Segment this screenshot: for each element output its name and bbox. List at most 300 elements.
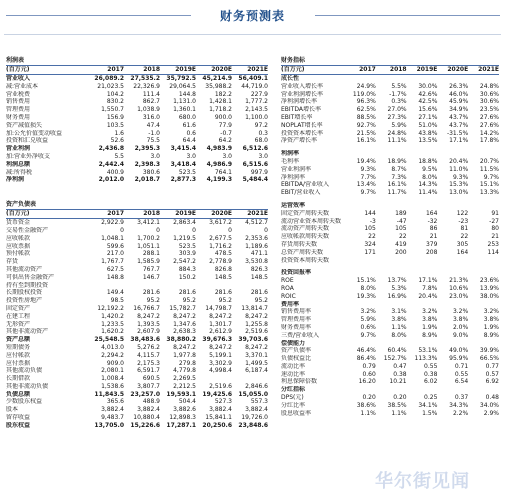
row-value: 0.3% [391,98,407,106]
row-value: 0.37 [454,394,469,402]
year-header: 2017 [107,210,124,218]
row-value: 1,767.7 [101,258,124,266]
row-value: 95.2 [182,297,196,305]
indicator-row [281,91,499,99]
indicator-section-heading [281,150,499,158]
row-value: 4,115.7 [137,351,160,359]
income-row [6,114,268,122]
balance-row [6,414,268,422]
row-value: 0 [228,226,232,234]
row-value: 0.20 [393,394,407,402]
row-value [160,282,196,290]
indicator-row [281,181,499,189]
balance-row [6,422,268,430]
section-label: 利润率 [281,150,300,158]
row-value: 2,353.6 [245,234,268,242]
row-label: 营业利润增长率 [281,90,324,98]
row-label: 应付帐款 [6,351,31,359]
row-value: 46.0% [449,90,469,98]
income-row [6,106,268,114]
row-value: 12,898.3 [169,414,196,422]
row-value: 34.0% [479,401,499,409]
row-value: 830.2 [106,98,124,106]
row-label: 预付帐款 [6,250,31,258]
row-value: 164 [456,248,469,256]
row-value: 156.9 [106,113,124,121]
row-label: 其他非流动负债 [6,382,49,390]
indicator-row [281,347,499,355]
row-label: 管理费用率 [281,316,312,324]
row-value: 3,530.8 [245,258,268,266]
row-value: 15.6% [418,106,438,114]
row-value: 95.2 [146,297,160,305]
row-value: 122 [456,209,469,217]
row-value: 527.3 [214,398,232,406]
row-value: 12,192.2 [97,304,124,312]
row-value: 6,187.4 [245,367,268,375]
row-value: 144 [364,209,376,217]
row-label: 应收帐款周转天数 [281,233,330,241]
row-label: 股本 [6,406,19,414]
indicators-title: 财务指标 [281,57,306,64]
row-value: 6.02 [424,378,438,386]
row-label: 长期借款 [6,375,31,383]
row-value: 0 [192,226,196,234]
row-value: 27.1% [418,113,438,121]
income-row [6,83,268,91]
row-value: 15,841.1 [205,414,232,422]
row-value: 523.5 [178,168,196,176]
row-value: 380.6 [142,168,160,176]
row-label: EBITDA/营业收入 [281,181,329,189]
indicator-row [281,189,499,197]
row-value: 20.7% [479,157,499,165]
row-label: 净利润增长率 [281,98,318,106]
row-value: 45,214.9 [202,75,232,82]
indicator-row [281,402,499,410]
year-header: 2020E [211,210,232,218]
row-value: 26,089.2 [94,75,124,82]
row-value: 8,247.2 [209,312,232,320]
row-value: 2,922.9 [101,219,124,227]
row-value: 11.5% [479,165,499,173]
row-value: 764.1 [214,168,232,176]
row-label: 存货周转天数 [281,240,318,248]
row-value: -0.7 [220,129,232,137]
indicator-row [281,285,499,293]
balance-row [6,391,268,399]
row-value: 11,843.5 [94,390,124,398]
balance-row [6,367,268,375]
row-value: 38.6% [356,401,376,409]
row-value: 47.4 [146,121,160,129]
income-balance-panel [6,56,268,430]
row-label: 流动比率 [281,362,306,370]
row-value: 5.9% [360,316,376,324]
row-value: 66.5% [479,355,499,363]
indicator-row [281,371,499,379]
row-value: 3,418.4 [170,160,196,168]
indicator-row [281,410,499,418]
row-value: 2,612.9 [209,328,232,336]
row-value [232,375,268,383]
row-value: 15,055.0 [238,390,268,398]
row-value: 1,620.2 [101,328,124,336]
row-value: 2,677.5 [209,234,232,242]
indicator-row [281,210,499,218]
row-value: 1,700.2 [137,234,160,242]
row-value: 599.6 [106,242,124,250]
row-value: 3,882.4 [209,406,232,414]
balance-row [6,227,268,235]
balance-row [6,375,268,383]
row-label: 销售费用率 [281,308,312,316]
row-value: 2,080.1 [101,367,124,375]
row-value: 1,048.1 [101,234,124,242]
indicator-row [281,122,499,130]
indicator-section-heading [281,269,499,277]
row-value: 104.2 [106,90,124,98]
row-label: 应收票据 [6,242,31,250]
row-label: 投资和汇兑收益 [6,137,49,145]
row-value: 200 [395,248,407,256]
row-label: 财务费用 [6,113,31,121]
row-value [196,375,232,383]
row-value: 16.1% [356,137,376,145]
row-label: 毛利率 [281,157,300,165]
row-label: 应付票据 [6,359,31,367]
row-value: 22 [368,233,376,241]
indicator-row [281,241,499,249]
row-value: 2,212.5 [173,382,196,390]
row-value: 1.9% [483,323,499,331]
row-value: 488.9 [142,398,160,406]
row-value: 119.0% [352,90,376,98]
row-label: 留存收益 [6,414,31,422]
row-label: 资产减值损失 [6,121,43,129]
balance-row [6,305,268,313]
row-value: 0 [120,226,124,234]
row-value: 1.5% [422,409,438,417]
row-value: 56,409.1 [238,75,268,82]
year-header: 2020E [447,66,469,73]
row-value: 0.38 [393,370,407,378]
row-value: 2,436.8 [98,145,124,153]
row-value: 2,778.9 [209,258,232,266]
row-value: 44,719.0 [241,82,268,90]
section-label: 分红指标 [281,386,306,394]
row-value: 3.8% [391,316,407,324]
balance-row [6,282,268,290]
row-value: 13,814.7 [241,304,268,312]
row-label: 在建工程 [6,312,31,320]
row-value: 2,398.3 [134,160,160,168]
row-value: -1.0 [148,129,160,137]
balance-row [6,243,268,251]
row-value: 3.0 [258,152,268,160]
income-row [6,98,268,106]
row-label: NOPLAT增长率 [281,121,323,129]
row-label: 流动资产周转天数 [281,225,330,233]
row-value: 0.6 [186,129,196,137]
row-value: 62.5% [356,106,376,114]
row-value: 0.6% [360,323,376,331]
row-value: 35,988.2 [205,82,232,90]
row-value: 38.0% [479,292,499,300]
indicator-row [281,98,499,106]
indicator-row [281,249,499,257]
row-value: 1,777.2 [245,98,268,106]
row-value: 1,538.6 [101,382,124,390]
row-value: 38.5% [387,401,407,409]
row-value: 13.3% [479,189,499,197]
row-value: 8,247.2 [173,343,196,351]
row-value: 2.0% [452,323,469,331]
section-label: 偿债能力 [281,339,306,347]
year-header: 2018 [389,66,407,73]
row-value: 27.6% [479,121,499,129]
row-value: 909.0 [106,359,124,367]
row-value: 23,848.6 [238,421,268,429]
row-value: 39,703.6 [238,336,268,344]
row-value: 11.0% [449,165,469,173]
row-value: 3,882.6 [173,406,196,414]
row-value: 38,880.2 [166,336,196,344]
row-value: 253 [487,240,499,248]
row-value: 9.3% [360,165,376,173]
row-label: 加:公允价值变动收益 [6,129,63,137]
row-value: 11.7% [387,189,407,197]
row-value: 884.3 [178,265,196,273]
row-value: 16.9% [387,292,407,300]
row-value: 2,269.5 [173,375,196,383]
income-row [6,130,268,138]
row-value: 9.3% [452,173,469,181]
row-value: 4,013.0 [101,343,124,351]
balance-row [6,383,268,391]
row-label: 股息收益率 [281,409,312,417]
indicators-table-body [281,75,499,417]
row-value: 471.1 [250,250,268,258]
row-label: ROIC [281,292,296,300]
row-value: 80 [491,225,499,233]
row-value: 1,360.1 [173,106,196,114]
row-value: 189 [395,209,407,217]
row-value: 2,294.2 [101,351,124,359]
row-value: 4,512.7 [245,219,268,227]
income-row [6,153,268,161]
row-label: 减:营业成本 [6,82,39,90]
row-value: 20.4% [418,292,438,300]
row-value: 9.7% [360,331,376,339]
row-label: 应收帐款 [6,234,31,242]
year-header: 2018 [143,210,160,218]
row-value: 35,792.5 [166,75,196,82]
row-label: 固定资产周转天数 [281,209,330,217]
row-value: 8,247.2 [137,312,160,320]
row-value: 3.2% [483,308,499,316]
row-value: 146.7 [142,273,160,281]
row-value: 2.2% [452,409,469,417]
balance-row [6,219,268,227]
row-value: 13.0% [449,189,469,197]
row-label: 无形资产 [6,320,31,328]
row-value: 9,483.7 [101,414,124,422]
income-row [6,176,268,184]
row-value: 400.9 [106,168,124,176]
row-value: 18.9% [387,157,407,165]
row-value: 1,131.0 [173,98,196,106]
row-value: 148.5 [250,273,268,281]
row-value: 0.38 [424,370,438,378]
row-value: 3,370.1 [245,351,268,359]
row-label: DPS(元) [281,394,304,402]
balance-sheet-title: 资产负债表 [6,201,37,209]
row-label: 短期债务 [6,343,31,351]
row-value: 10,880.4 [133,414,160,422]
balance-row [6,274,268,282]
row-value: 0.57 [485,370,499,378]
row-value: 2,607.9 [137,328,160,336]
row-value: 4,779.8 [173,367,196,375]
row-value: 997.9 [250,168,268,176]
row-value: 150.2 [178,273,196,281]
income-statement-title: 利润表 [6,57,25,64]
row-value: 149.4 [106,289,124,297]
row-value: 1,189.6 [245,242,268,250]
row-value: 96.3% [356,98,376,106]
row-value: 3,412.1 [137,219,160,227]
row-value: 68.0 [254,137,268,145]
row-value: 23,257.0 [130,390,160,398]
row-value: 21.5% [356,129,376,137]
row-value: 3.8% [422,316,438,324]
row-value [437,257,468,265]
year-header: 2021E [247,210,268,218]
row-value: 27.3% [387,113,407,121]
income-header-row [6,65,268,75]
indicator-row [281,308,499,316]
row-value: 281.6 [142,289,160,297]
section-label: 成长性 [281,75,300,82]
row-value: 30.6% [479,90,499,98]
row-value: 92.7% [356,121,376,129]
row-value: 3.8% [483,316,499,324]
row-value: 39,676.3 [202,336,232,344]
row-value: 19,726.0 [241,414,268,422]
page-title: 财务预测表 [219,9,285,23]
row-value: 103.5 [106,121,124,129]
indicator-row [281,106,499,114]
indicator-row [281,114,499,122]
row-value: 0.55 [454,370,469,378]
balance-row [6,406,268,414]
row-value: 21.3% [449,277,469,285]
indicator-row [281,130,499,138]
row-value: 7.7% [360,173,376,181]
row-value: 27.6% [479,113,499,121]
year-header: 2018 [143,66,160,73]
row-label: 利息保障倍数 [281,378,318,386]
row-value: 5.5 [114,152,124,160]
row-value: 19.3% [356,292,376,300]
balance-row [6,250,268,258]
indicator-row [281,158,499,166]
row-value: 1,347.6 [173,320,196,328]
row-value: 23.6% [479,277,499,285]
row-value: 365.6 [106,398,124,406]
row-value: -31.5% [446,129,469,137]
row-value: 288.1 [142,250,160,258]
row-value: 19.4% [356,157,376,165]
year-header: 2017 [107,66,124,73]
balance-table-body [6,219,268,430]
row-value: 5.3% [391,284,407,292]
row-label: 交易性金融资产 [6,226,49,234]
row-value [345,257,376,265]
income-table-body [6,75,268,184]
row-value: 3.2% [452,308,469,316]
row-value: 680.0 [178,113,196,121]
row-value: 13,705.0 [94,421,124,429]
row-value: 8,247.2 [245,343,268,351]
row-value: 60.4% [387,347,407,355]
row-value: 9.5% [422,165,438,173]
row-label: 负债总额 [6,390,31,398]
row-value: 767.7 [142,265,160,273]
row-value: 2,863.4 [173,219,196,227]
row-label: 存货 [6,258,19,266]
row-value: 2.9% [483,409,499,417]
row-value: 3,882.4 [101,406,124,414]
row-value: 504.4 [178,398,196,406]
row-value: 7.8% [422,284,438,292]
row-value: 9.7% [483,173,499,181]
row-value: 34.3% [449,401,469,409]
row-value: 13.5% [418,137,438,145]
row-value: 3,302.9 [209,359,232,367]
row-value: 24.8% [479,82,499,90]
row-value: 2,143.5 [245,106,268,114]
row-label: 销售费用 [6,98,31,106]
row-value: 42.6% [418,90,438,98]
row-value: 1,233.5 [101,320,124,328]
row-value: 95.2 [254,297,268,305]
row-value: 4,199.3 [206,176,232,184]
financial-indicators-panel [281,56,499,417]
row-value: 1,499.5 [245,359,268,367]
indicator-row [281,218,499,226]
row-value: 208 [425,248,438,256]
row-value: 61.6 [182,121,196,129]
row-value: 49.0% [449,347,469,355]
year-header: 2017 [359,66,376,73]
row-value: 18.8% [418,157,438,165]
row-value: 17.1% [418,277,438,285]
row-value: 22 [460,233,469,241]
row-value: 557.3 [250,398,268,406]
row-value: 15.3% [449,181,469,189]
row-value: 1,977.8 [173,351,196,359]
row-label: 利润总额 [6,160,31,168]
section-gap [6,184,268,200]
row-value: 217.0 [106,250,124,258]
row-value: 38,483.6 [130,336,160,344]
row-label: EBIT/营业收入 [281,189,321,197]
indicator-row [281,137,499,145]
row-value: 2,442.4 [98,160,124,168]
row-value: 95.2 [218,297,232,305]
